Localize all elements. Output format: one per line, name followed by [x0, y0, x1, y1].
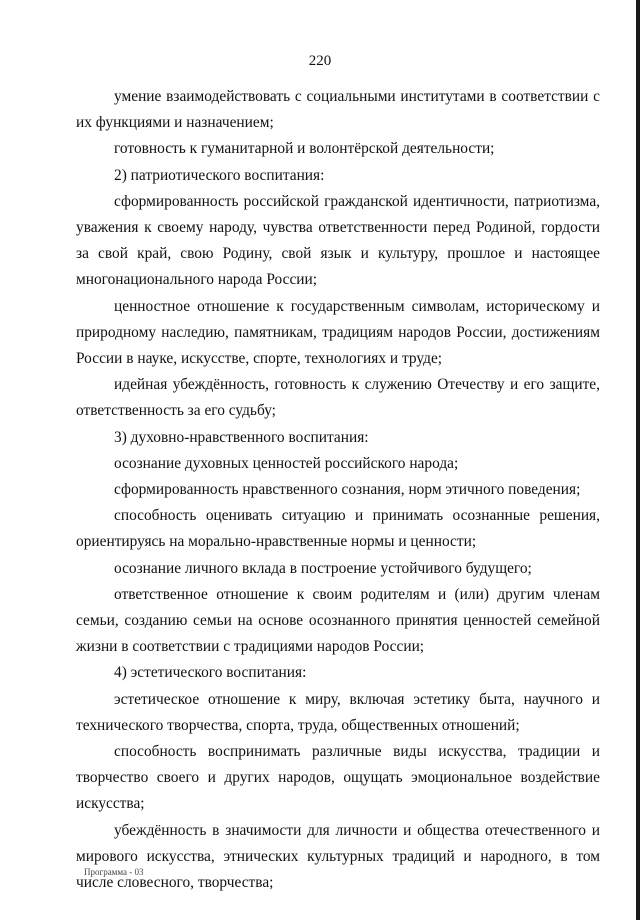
- paragraph: убеждённость в значимости для личности и общества отечественного и мирового искусства, этнических культурных традиций и народного, в том числе словесного, творчества;: [76, 821, 600, 892]
- section-heading: 4) эстетического воспитания:: [114, 664, 307, 682]
- page-number: 220: [308, 53, 332, 69]
- paragraph: осознание духовных ценностей российского народа;: [114, 454, 459, 472]
- paragraph: сформированность российской гражданской идентичности, патриотизма, уважения к своему народу, чувства ответственности перед Родиной, гордости за свой край, свою Родину, свой язык и культуру, прошлое и настоящее многонационального народа России;: [76, 192, 600, 289]
- paragraph: сформированность нравственного сознания, норм этичного поведения;: [114, 481, 581, 499]
- document-body: [76, 84, 600, 896]
- paragraph: ответственное отношение к своим родителям и (или) другим членам семьи, созданию семьи на основе осознанного принятия ценностей семейной жизни в соответствии с традициями народов России;: [76, 585, 600, 656]
- paragraph: способность оценивать ситуацию и принимать осознанные решения, ориентируясь на морально-нравственные нормы и ценности;: [76, 507, 600, 551]
- scan-edge-border: [636, 0, 640, 920]
- section-heading: 3) духовно-нравственного воспитания:: [114, 428, 369, 446]
- paragraph: умение взаимодействовать с социальными институтами в соответствии с их функциями и назначением;: [76, 88, 600, 132]
- paragraph: эстетическое отношение к миру, включая эстетику быта, научного и технического творчества, спорта, труда, общественных отношений;: [76, 690, 600, 734]
- paragraph: способность воспринимать различные виды искусства, традиции и творчество своего и других народов, ощущать эмоциональное воздействие искусства;: [76, 743, 600, 813]
- paragraph: готовность к гуманитарной и волонтёрской деятельности;: [114, 140, 495, 158]
- paragraph: ценностное отношение к государственным символам, историческому и природному наследию, памятникам, традициям народов России, достижениям России в науке, искусстве, спорте, технологиях и труде;: [76, 297, 600, 368]
- page-footer: Программа - 03: [84, 867, 144, 877]
- paragraph: идейная убеждённость, готовность к служению Отечеству и его защите, ответственность за его судьбу;: [76, 376, 600, 420]
- section-heading: 2) патриотического воспитания:: [114, 166, 325, 184]
- paragraph: осознание личного вклада в построение устойчивого будущего;: [114, 559, 532, 577]
